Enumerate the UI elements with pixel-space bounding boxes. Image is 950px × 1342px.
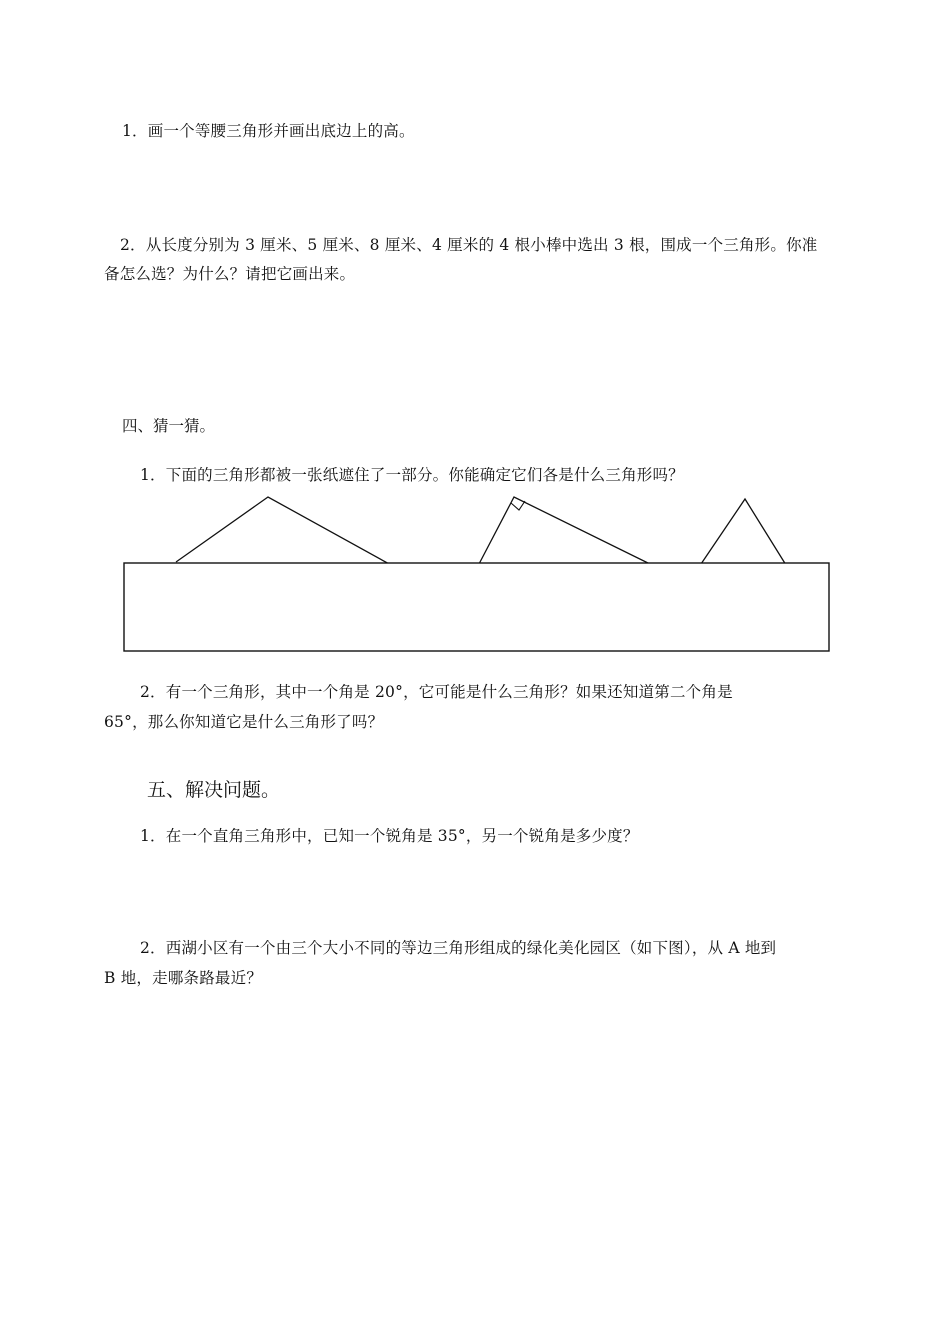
triangle-3-visible-part [701, 499, 786, 565]
covering-paper-rect [124, 563, 829, 651]
question-4-2-line2: 65°，那么你知道它是什么三角形了吗？ [104, 713, 384, 731]
question-5-1: 1．在一个直角三角形中，已知一个锐角是 35°，另一个锐角是多少度？ [140, 827, 639, 845]
question-3-2-line1: 2．从长度分别为 3 厘米、5 厘米、8 厘米、4 厘米的 4 根小棒中选出 3 根，围成一个三角形。你准 [120, 236, 818, 254]
section-5-title: 五、解决问题。 [147, 779, 281, 801]
question-3-1: 1．画一个等腰三角形并画出底边上的高。 [122, 122, 415, 140]
question-4-1: 1．下面的三角形都被一张纸遮住了一部分。你能确定它们各是什么三角形吗？ [140, 466, 684, 484]
triangle-1-visible-part [176, 497, 391, 565]
question-5-2-line2: B 地，走哪条路最近？ [104, 969, 263, 987]
right-angle-mark [511, 501, 525, 510]
question-3-2-line2: 备怎么选？为什么？请把它画出来。 [104, 265, 356, 283]
triangle-2-visible-part [479, 497, 650, 564]
question-5-2-line1: 2．西湖小区有一个由三个大小不同的等边三角形组成的绿化美化园区（如下图），从 A 地到 [140, 939, 777, 957]
question-4-2-line1: 2．有一个三角形，其中一个角是 20°，它可能是什么三角形？如果还知道第二个角是 [140, 683, 733, 701]
section-4-title: 四、猜一猜。 [122, 417, 216, 435]
